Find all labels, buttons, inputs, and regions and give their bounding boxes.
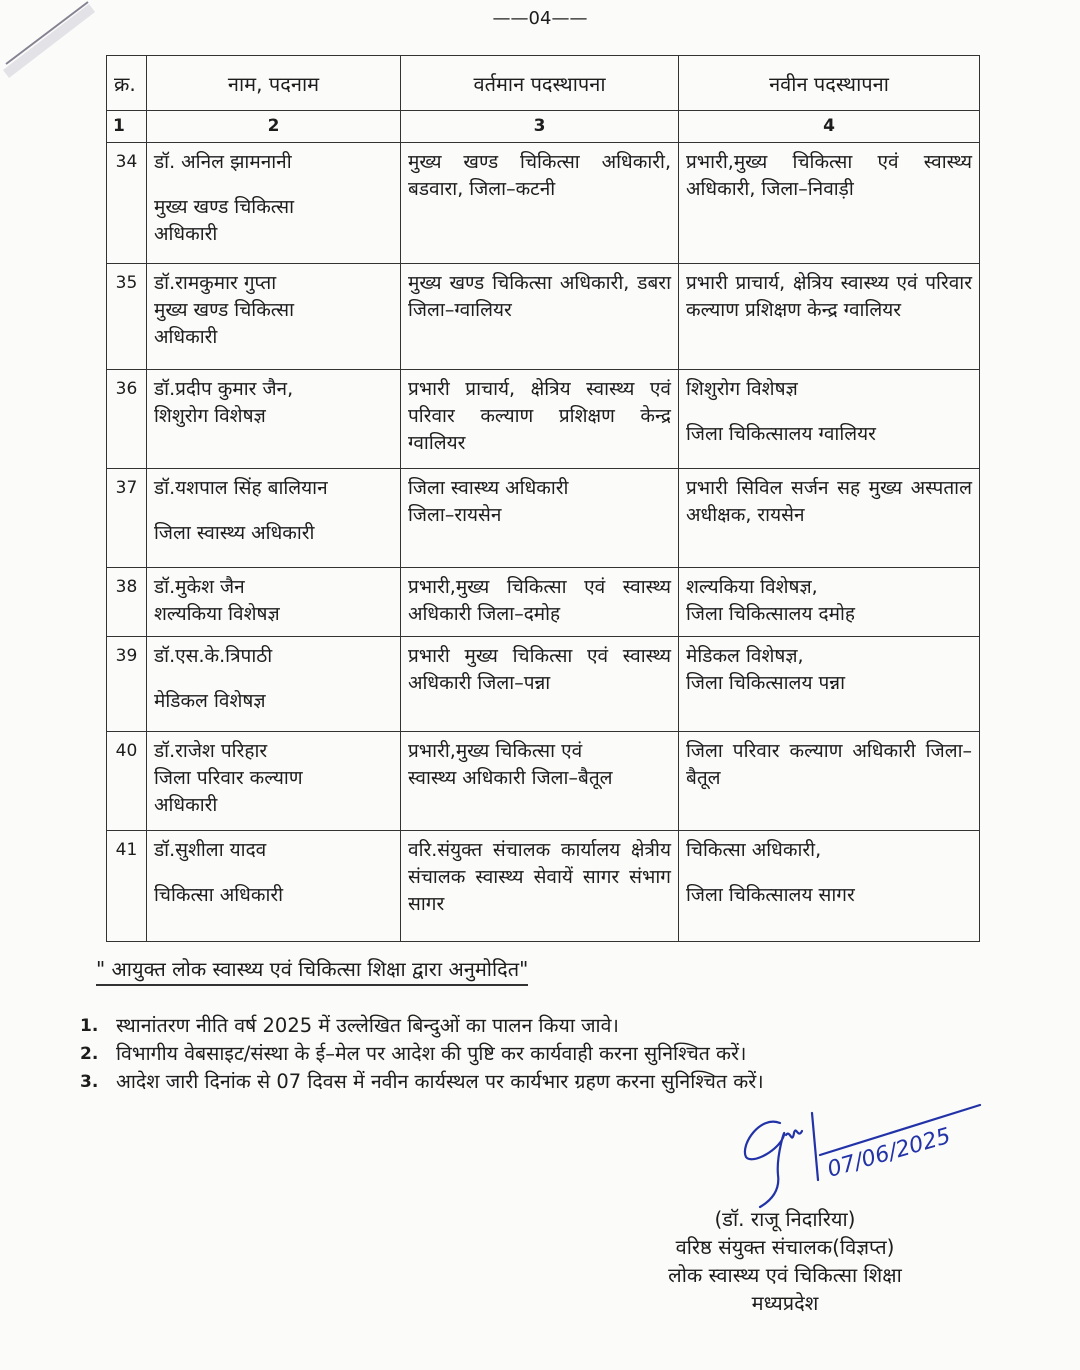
- new-posting: [679, 568, 980, 637]
- pen-mark-decoration: [0, 0, 110, 90]
- name-designation-cell: [147, 143, 401, 264]
- handwritten-date: 07/06/2025: [824, 1123, 954, 1183]
- table-row: [107, 568, 980, 637]
- approval-note: " आयुक्त लोक स्वास्थ्य एवं चिकित्सा शिक्षा द्वारा अनुमोदित": [96, 955, 528, 986]
- header-current-posting: वर्तमान पदस्थापना: [401, 56, 679, 111]
- new-posting: [679, 831, 980, 942]
- current-posting-line: स्वास्थ्य अधिकारी जिला–बैतूल: [408, 767, 613, 789]
- new-posting-line: शल्यकिया विशेषज्ञ,: [686, 576, 818, 598]
- current-posting: प्रभारी,मुख्य चिकित्सा एवं स्वास्थ्य अधिकारी जिला–दमोह: [401, 568, 679, 637]
- table-row: [107, 370, 980, 469]
- new-posting: प्रभारी प्राचार्य, क्षेत्रिय स्वास्थ्य एवं परिवार कल्याण प्रशिक्षण केन्द्र ग्वालियर: [679, 264, 980, 370]
- officer-designation: मुख्य खण्ड चिकित्सा अधिकारी: [154, 196, 295, 245]
- officer-name: डॉ.प्रदीप कुमार जैन,: [154, 378, 294, 400]
- table-row: [107, 831, 980, 942]
- officer-designation: जिला परिवार कल्याण अधिकारी: [154, 767, 303, 816]
- new-posting: प्रभारी सिविल सर्जन सह मुख्य अस्पताल अधीक्षक, रायसेन: [679, 469, 980, 568]
- column-number: 2: [147, 111, 401, 143]
- serial-number: 35: [107, 264, 147, 370]
- current-posting: [401, 732, 679, 831]
- name-designation-cell: [147, 568, 401, 637]
- officer-designation: शल्यकिया विशेषज्ञ: [154, 603, 280, 625]
- handwritten-signature: [720, 1095, 1000, 1215]
- officer-name: डॉ.मुकेश जैन: [154, 576, 245, 598]
- serial-number: 40: [107, 732, 147, 831]
- instruction-number: 2.: [80, 1044, 99, 1064]
- table-row: [107, 732, 980, 831]
- header-serial: क्र.: [107, 56, 147, 111]
- new-posting: [679, 370, 980, 469]
- current-posting-line: प्रभारी,मुख्य चिकित्सा एवं: [408, 740, 583, 762]
- new-posting: जिला परिवार कल्याण अधिकारी जिला–बैतूल: [679, 732, 980, 831]
- signatory-department: लोक स्वास्थ्य एवं चिकित्सा शिक्षा: [668, 1263, 902, 1287]
- officer-name: डॉ.सुशीला यादव: [154, 839, 267, 861]
- officer-name: डॉ.रामकुमार गुप्ता: [154, 272, 277, 294]
- table-header-row: [107, 56, 980, 111]
- name-designation-cell: [147, 469, 401, 568]
- current-posting: प्रभारी प्राचार्य, क्षेत्रिय स्वास्थ्य एवं परिवार कल्याण प्रशिक्षण केन्द्र ग्वालियर: [401, 370, 679, 469]
- signatory-block: [620, 1205, 950, 1317]
- new-posting-line: जिला चिकित्सालय ग्वालियर: [686, 423, 876, 445]
- serial-number: 39: [107, 637, 147, 732]
- table-row: [107, 469, 980, 568]
- name-designation-cell: [147, 264, 401, 370]
- officer-name: डॉ.राजेश परिहार: [154, 740, 268, 762]
- officer-name: डॉ. अनिल झामनानी: [154, 151, 292, 173]
- officer-designation: मेडिकल विशेषज्ञ: [154, 690, 266, 712]
- signatory-state: मध्यप्रदेश: [751, 1291, 819, 1315]
- officer-name: डॉ.एस.के.त्रिपाठी: [154, 645, 273, 667]
- instruction-text: विभागीय वेबसाइट/संस्था के ई–मेल पर आदेश की पुष्टि कर कार्यवाही करना सुनिश्चित करें।: [116, 1042, 747, 1065]
- officer-designation: जिला स्वास्थ्य अधिकारी: [154, 522, 315, 544]
- instruction-number: 3.: [80, 1072, 99, 1092]
- instruction-text: आदेश जारी दिनांक से 07 दिवस में नवीन कार्यस्थल पर कार्यभार ग्रहण करना सुनिश्चित करें।: [116, 1070, 764, 1093]
- column-number: 1: [107, 111, 147, 143]
- header-name-designation: नाम, पदनाम: [147, 56, 401, 111]
- name-designation-cell: [147, 831, 401, 942]
- signatory-name: (डॉ. राजू निदारिया): [714, 1207, 856, 1231]
- column-number: 4: [679, 111, 980, 143]
- new-posting: [679, 637, 980, 732]
- current-posting: वरि.संयुक्त संचालक कार्यालय क्षेत्रीय संचालक स्वास्थ्य सेवायें सागर संभाग सागर: [401, 831, 679, 942]
- name-designation-cell: [147, 637, 401, 732]
- new-posting-line: जिला चिकित्सालय दमोह: [686, 603, 855, 625]
- transfer-table: [106, 55, 980, 942]
- serial-number: 38: [107, 568, 147, 637]
- officer-designation: शिशुरोग विशेषज्ञ: [154, 405, 266, 427]
- new-posting-line: चिकित्सा अधिकारी,: [686, 839, 822, 861]
- current-posting-line: जिला–रायसेन: [408, 504, 502, 526]
- name-designation-cell: [147, 732, 401, 831]
- serial-number: 34: [107, 143, 147, 264]
- officer-designation: चिकित्सा अधिकारी: [154, 884, 284, 906]
- current-posting-line: जिला स्वास्थ्य अधिकारी: [408, 477, 569, 499]
- new-posting: प्रभारी,मुख्य चिकित्सा एवं स्वास्थ्य अधिकारी, जिला–निवाड़ी: [679, 143, 980, 264]
- table-row: [107, 143, 980, 264]
- current-posting: मुख्य खण्ड चिकित्सा अधिकारी, बडवारा, जिला–कटनी: [401, 143, 679, 264]
- current-posting: प्रभारी मुख्य चिकित्सा एवं स्वास्थ्य अधिकारी जिला–पन्ना: [401, 637, 679, 732]
- instruction-text: स्थानांतरण नीति वर्ष 2025 में उल्लेखित बिन्दुओं का पालन किया जावे।: [116, 1014, 619, 1037]
- page-number: ——04——: [492, 8, 588, 29]
- instruction-number: 1.: [80, 1016, 99, 1036]
- signatory-designation: वरिष्ठ संयुक्त संचालक(विज्ञप्त): [675, 1235, 895, 1259]
- header-new-posting: नवीन पदस्थापना: [679, 56, 980, 111]
- serial-number: 41: [107, 831, 147, 942]
- column-number: 3: [401, 111, 679, 143]
- officer-designation: मुख्य खण्ड चिकित्सा अधिकारी: [154, 299, 295, 348]
- instruction-item: [80, 1012, 980, 1040]
- serial-number: 36: [107, 370, 147, 469]
- new-posting-line: जिला चिकित्सालय सागर: [686, 884, 855, 906]
- new-posting-line: मेडिकल विशेषज्ञ,: [686, 645, 804, 667]
- serial-number: 37: [107, 469, 147, 568]
- new-posting-line: जिला चिकित्सालय पन्ना: [686, 672, 846, 694]
- current-posting: [401, 469, 679, 568]
- column-number-row: [107, 111, 980, 143]
- table-row: [107, 264, 980, 370]
- instructions-list: [80, 1012, 980, 1096]
- current-posting: मुख्य खण्ड चिकित्सा अधिकारी, डबरा जिला–ग्वालियर: [401, 264, 679, 370]
- instruction-item: [80, 1068, 980, 1096]
- instruction-item: [80, 1040, 980, 1068]
- table-row: [107, 637, 980, 732]
- officer-name: डॉ.यशपाल सिंह बालियान: [154, 477, 328, 499]
- new-posting-line: शिशुरोग विशेषज्ञ: [686, 378, 798, 400]
- name-designation-cell: [147, 370, 401, 469]
